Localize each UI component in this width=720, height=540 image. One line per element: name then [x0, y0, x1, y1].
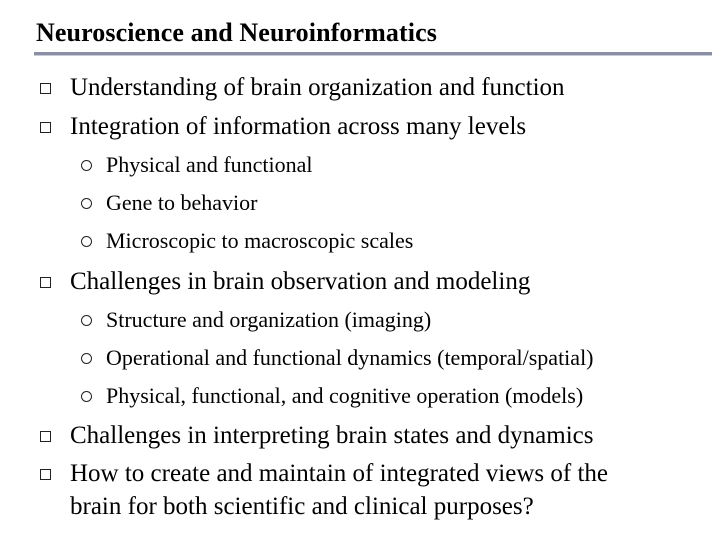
- sub-bullet-text: Physical, functional, and cognitive operation (models): [106, 383, 584, 408]
- square-bullet-icon: [40, 122, 51, 133]
- square-bullet-icon: [40, 277, 51, 288]
- bullet-text: Integration of information across many levels: [70, 113, 527, 140]
- bullet-text-continuation: brain for both scientific and clinical purposes?: [70, 493, 534, 520]
- square-bullet-icon: [40, 431, 51, 442]
- square-bullet-icon: [40, 469, 51, 480]
- circle-bullet-icon: [81, 391, 92, 402]
- circle-bullet-icon: [81, 236, 92, 247]
- bullet-text: Understanding of brain organization and function: [70, 74, 565, 101]
- circle-bullet-icon: [81, 353, 92, 364]
- sub-bullet-text: Physical and functional: [106, 152, 313, 177]
- sub-bullet-text: Gene to behavior: [106, 190, 258, 215]
- title-underline: [34, 52, 712, 56]
- circle-bullet-icon: [81, 198, 92, 209]
- sub-bullet-text: Operational and functional dynamics (temporal/spatial): [106, 345, 594, 370]
- bullet-text: How to create and maintain of integrated views of the: [70, 460, 609, 487]
- sub-bullet-text: Microscopic to macroscopic scales: [106, 228, 414, 253]
- bullet-text: Challenges in interpreting brain states and dynamics: [70, 422, 594, 449]
- circle-bullet-icon: [81, 160, 92, 171]
- circle-bullet-icon: [81, 315, 92, 326]
- sub-bullet-text: Structure and organization (imaging): [106, 307, 432, 332]
- slide-title: Neuroscience and Neuroinformatics: [36, 18, 437, 47]
- square-bullet-icon: [40, 83, 51, 94]
- bullet-text: Challenges in brain observation and modeling: [70, 268, 531, 295]
